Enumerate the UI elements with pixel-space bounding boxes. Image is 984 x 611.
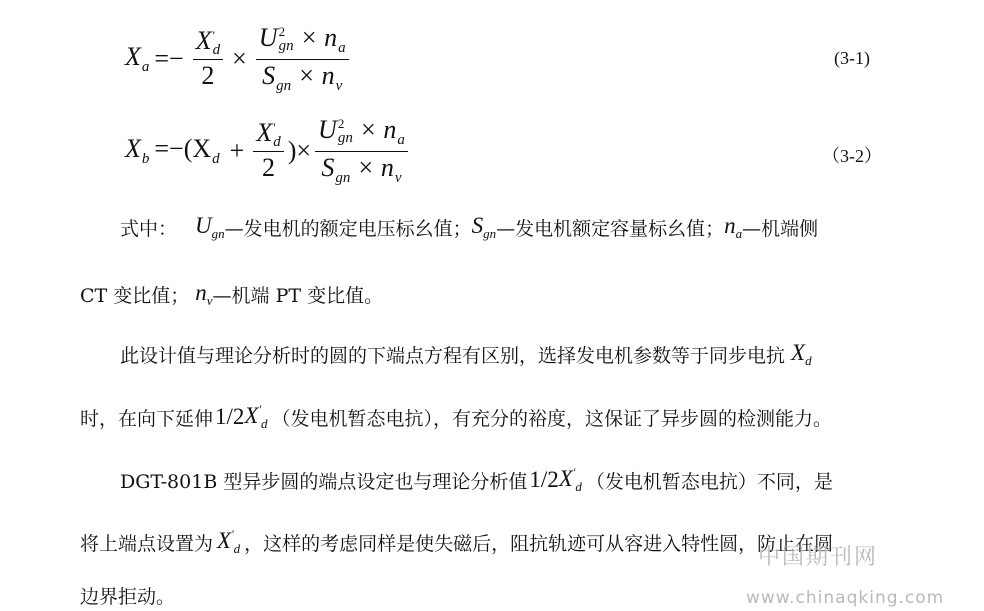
watermark-url: www.chinaqking.com	[746, 588, 945, 608]
eq2-frac1	[253, 119, 283, 182]
eq1-lhs-sub: a	[141, 59, 150, 75]
eq2-lhs-sub: b	[141, 151, 150, 167]
para1-line-2	[80, 402, 930, 432]
eq2-frac2-den-var: S	[321, 152, 335, 182]
eq2-prefix-sub: d	[212, 151, 220, 167]
eq2-prefix: =−(X	[154, 134, 212, 163]
equation-number-3-1: (3-1)	[834, 48, 870, 68]
equation-3-1	[125, 24, 353, 94]
def-nv-sub: v	[206, 293, 213, 308]
def-na-text: —机端侧	[742, 218, 819, 240]
para2-line2-post: ，这样的考虑同样是使失磁后，阻抗轨迹可从容进入特性圆，防止在圆	[244, 532, 834, 555]
eq1-lhs-var: X	[125, 42, 141, 71]
eq2-suffix: )×	[287, 136, 312, 165]
para1-xdp-var: X	[244, 403, 259, 428]
eq1-frac2-num-var: U	[258, 23, 278, 52]
definitions-line-2	[80, 280, 930, 309]
para2-x2-sup: '	[231, 527, 234, 541]
eq1-frac2-num-sub: gn	[278, 38, 294, 55]
def-u-var: U	[195, 213, 212, 238]
eq2-plus: +	[229, 136, 245, 165]
para2-x2-sub: d	[233, 541, 241, 556]
eq1-frac2-den-rest-sub: v	[335, 77, 343, 94]
para2-x2-var: X	[217, 528, 232, 553]
eq2-frac1-den: 2	[262, 153, 276, 183]
eq2-frac2-num-rest: × n	[359, 115, 397, 144]
para2-xdp-sup: '	[572, 465, 576, 479]
eq1-frac1-num-sub: d	[212, 41, 221, 58]
eq2-frac1-num-sub: d	[273, 133, 281, 150]
para2-line2-pre: 将上端点设置为	[80, 532, 214, 555]
equation-3-2	[125, 116, 412, 186]
eq2-frac2	[315, 116, 408, 186]
para1-line-1	[80, 340, 930, 369]
definitions-lead: 式中：	[120, 218, 178, 240]
para2-line3: 边界拒动。	[80, 586, 176, 608]
eq1-frac2	[256, 24, 349, 94]
eq1-frac2-den-sub: gn	[276, 77, 292, 94]
eq1-equals-minus: =−	[154, 44, 184, 73]
watermark-cn: 中国期刊网	[758, 545, 879, 570]
eq1-frac2-num-sup: 2	[278, 24, 286, 40]
def-nv-text: —机端 PT 变比值。	[212, 285, 384, 307]
para1-line2-post: （发电机暂态电抗），有充分的裕度，这保证了异步圆的检测能力。	[271, 407, 833, 430]
eq1-times: ×	[232, 44, 247, 73]
eq1-frac1-num-var: X	[195, 26, 212, 56]
eq1-frac2-den-var: S	[262, 60, 276, 90]
para1-line1-text: 此设计值与理论分析时的圆的下端点方程有区别，选择发电机参数等于同步电抗	[120, 345, 786, 367]
para1-half: 1/2	[215, 404, 245, 429]
eq2-frac1-num-var: X	[256, 118, 273, 148]
def-s-sub: gn	[483, 226, 497, 241]
eq1-frac1	[193, 27, 223, 90]
eq1-frac2-num-rest-sub: a	[338, 40, 346, 56]
eq2-frac2-den-rest: × n	[356, 152, 394, 182]
def-u-sub: gn	[211, 226, 225, 241]
equation-number-3-2: （3-2）	[822, 146, 882, 166]
para2-xdp-sub: d	[575, 479, 582, 494]
eq2-frac2-num-var: U	[318, 115, 337, 144]
def-u-text: —发电机的额定电压标幺值；	[224, 218, 472, 240]
eq1-frac1-num-sup: '	[212, 27, 215, 43]
def-nv-var: n	[195, 280, 207, 305]
eq1-frac2-num-rest: × n	[300, 23, 338, 52]
para1-xd-var: X	[791, 340, 806, 365]
eq2-frac2-num-rest-sub: a	[397, 132, 405, 148]
eq2-frac2-num-sub: gn	[337, 130, 353, 147]
definitions-line-1	[80, 213, 930, 242]
eq1-frac2-den-rest: × n	[297, 60, 335, 90]
eq2-frac2-num-sup: 2	[337, 116, 345, 132]
def-s-var: S	[471, 213, 484, 238]
para1-line2-pre: 时，在向下延伸	[80, 407, 214, 430]
para1-xd-sub: d	[805, 353, 812, 368]
eq2-frac1-num-sup: '	[273, 119, 276, 135]
para2-xdp-var: X	[558, 466, 573, 491]
para2-line-1	[80, 465, 930, 495]
para1-xdp-sub: d	[261, 416, 268, 431]
para2-line1-post: （发电机暂态电抗）不同，是	[585, 470, 833, 493]
para2-half: 1/2	[529, 467, 559, 492]
def-na-var: n	[724, 213, 736, 238]
def-s-text: —发电机额定容量标幺值；	[496, 218, 725, 240]
eq2-lhs-var: X	[125, 134, 141, 163]
def-line2-pre: CT 变比值；	[80, 285, 190, 307]
para1-xdp-sup: '	[258, 402, 262, 416]
def-na-sub: a	[735, 226, 743, 241]
eq2-frac2-den-sub: gn	[335, 169, 351, 186]
eq1-frac1-den: 2	[201, 61, 215, 91]
eq2-frac2-den-rest-sub: v	[394, 169, 402, 186]
para2-line1-pre: DGT-801B 型异步圆的端点设定也与理论分析值	[120, 470, 528, 493]
